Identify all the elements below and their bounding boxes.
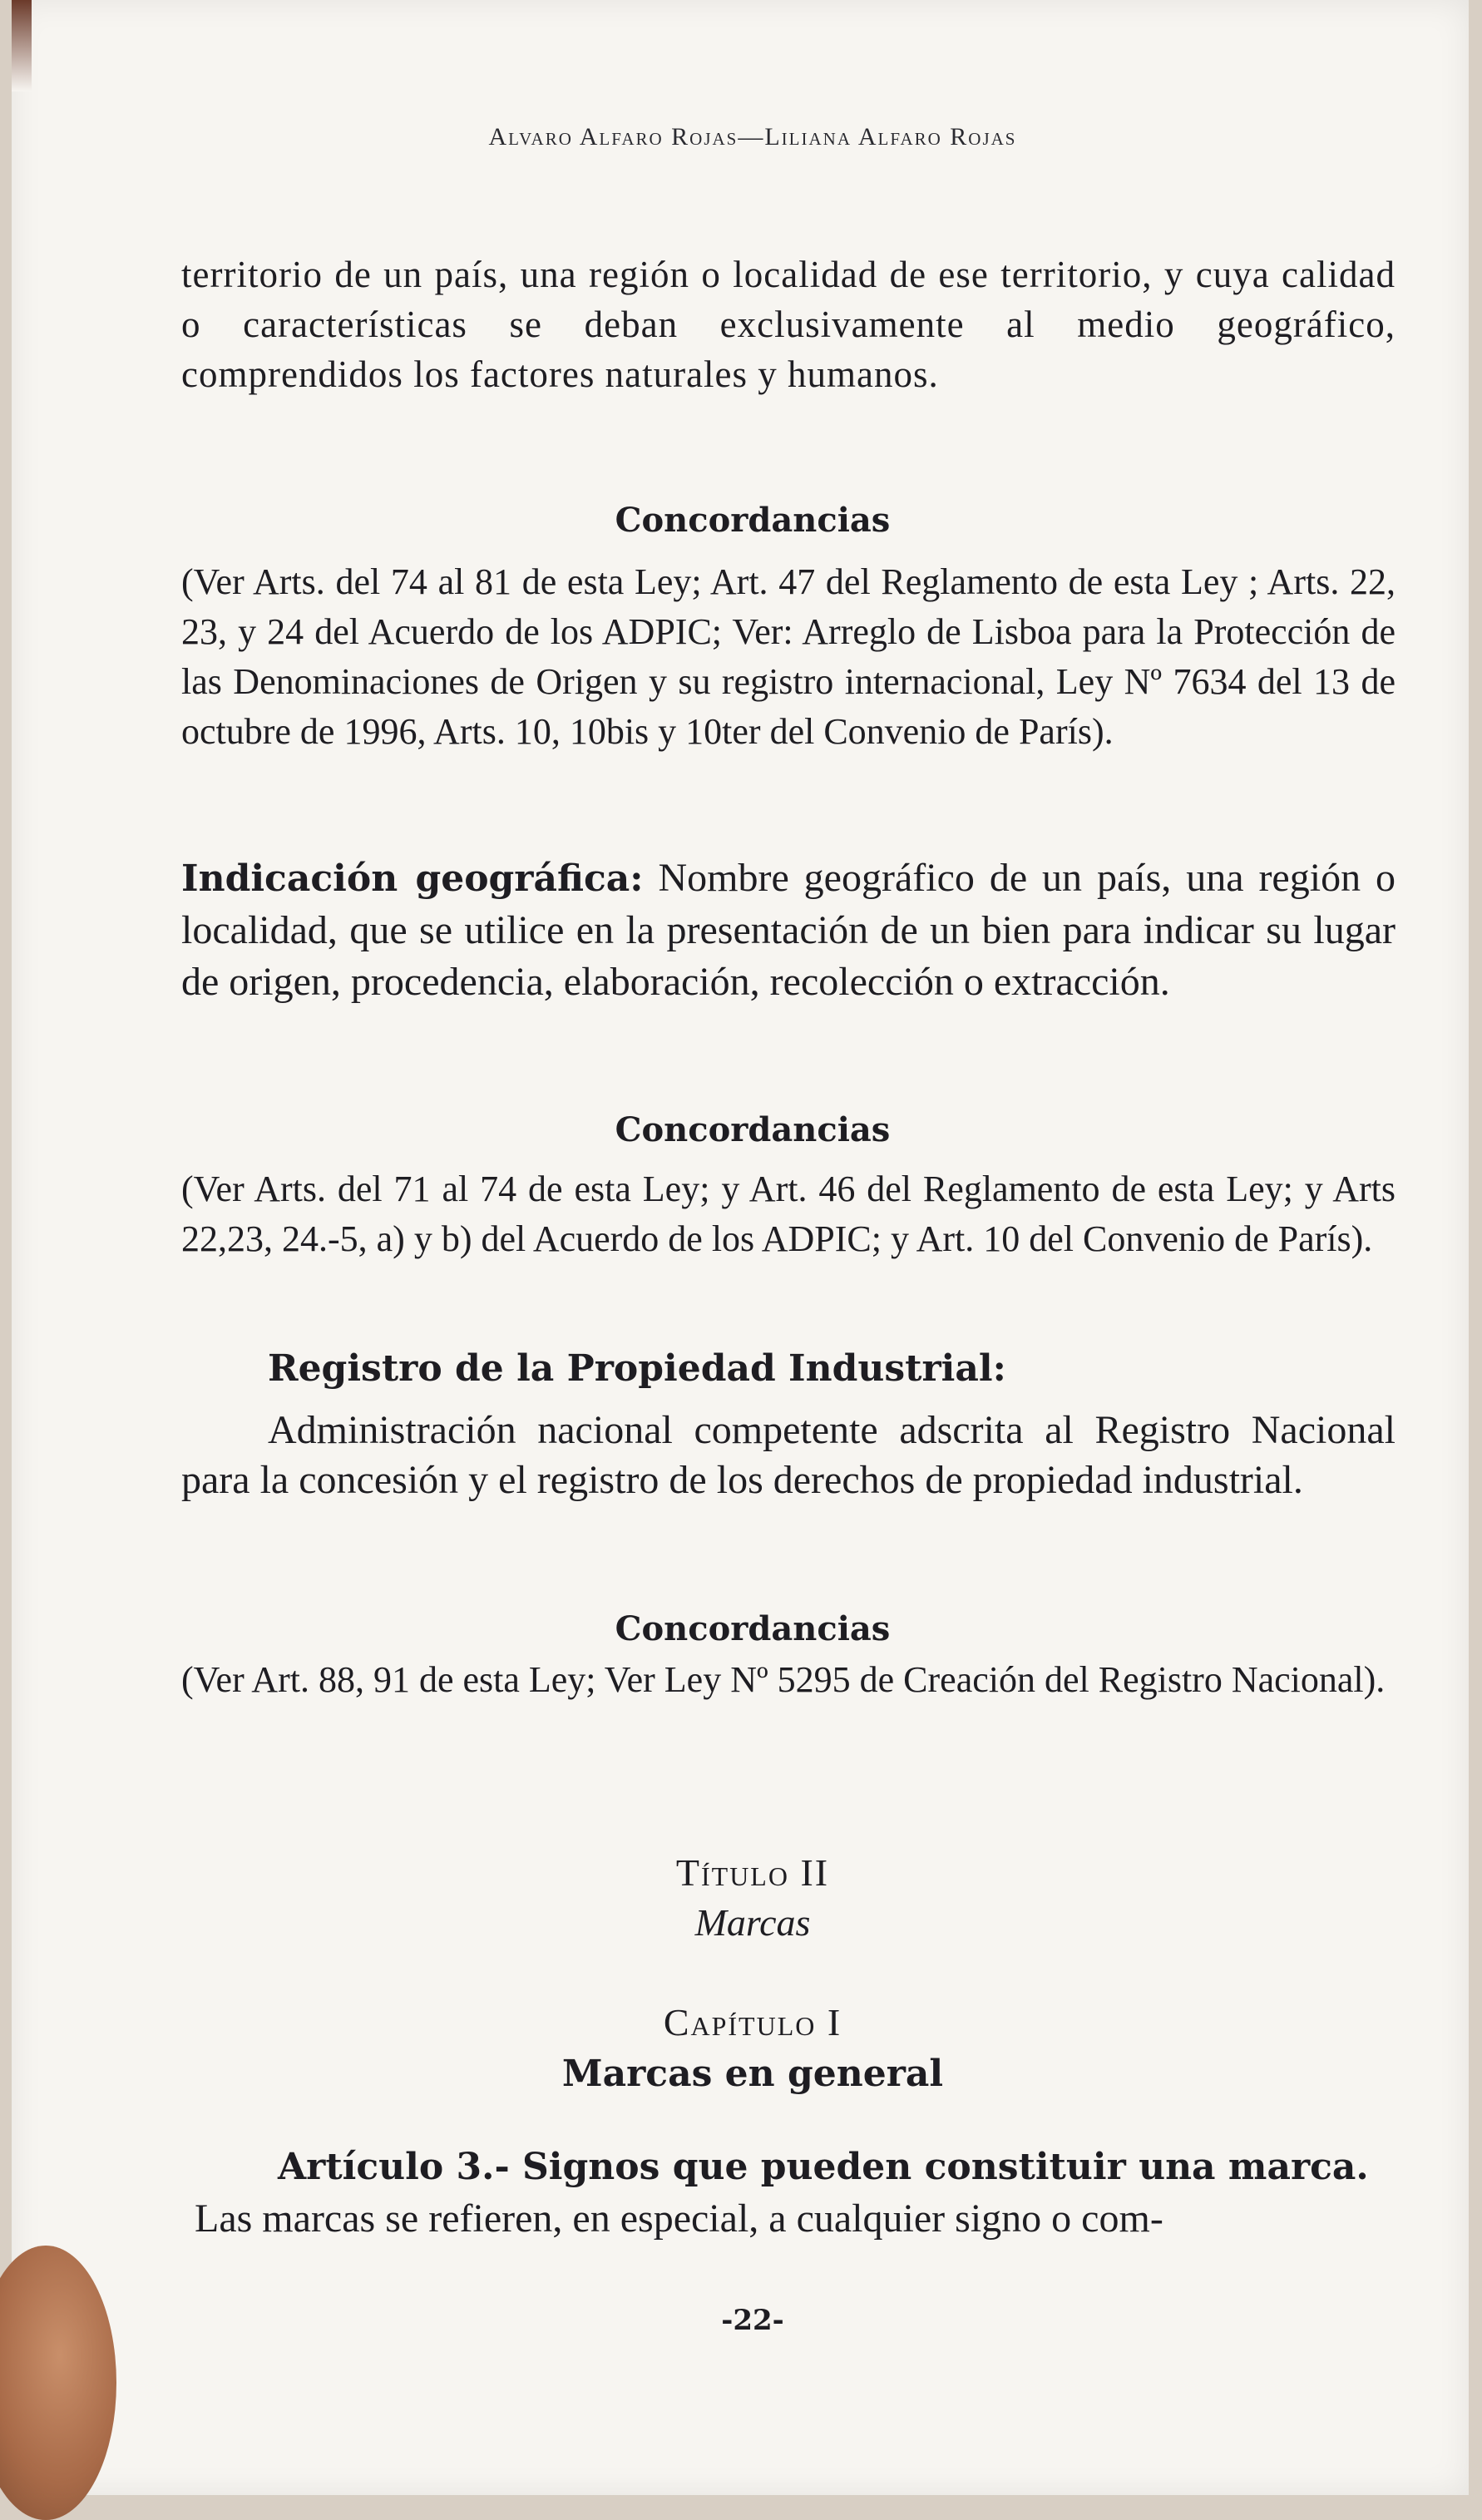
term-indicacion-geografica: Indicación geográfica: [181, 857, 644, 900]
concordancias-text-2: (Ver Arts. del 71 al 74 de esta Ley; y Art. 46 del Reglamento de esta Ley; y Arts 22,23, 24.-5, a) y b) del Acuerdo de los ADPIC; y Art. 10 del Convenio de París). [181, 1169, 1396, 1259]
definition-text-indicacion: Nombre geográfico de un país, una región o localidad, que se utilice en la presentación de un bien para indicar su lugar de origen, procedencia, elaboración, recolección o extracción. [181, 856, 1396, 1004]
concordancias-heading-3: Concordancias [615, 1609, 891, 1648]
definition-indicacion-geografica [181, 852, 1396, 1008]
titulo-heading: Título II [675, 1851, 830, 1894]
concordancias-text-3: (Ver Art. 88, 91 de esta Ley; Ver Ley Nº 5295 de Creación del Registro Nacional). [181, 1659, 1386, 1700]
concordancias-text-1: (Ver Arts. del 74 al 81 de esta Ley; Art. 47 del Reglamento de esta Ley ; Arts. 22, 23, y 24 del Acuerdo de los ADPIC; Ver: Arreglo de Lisboa para la Protección de las Denominaciones de Origen y su registro internacional, Ley Nº 7634 del 13 de octubre de 1996, Arts. 10, 10bis y 10ter del Convenio de París). [181, 561, 1396, 752]
capitulo-name: Marcas en general [561, 2053, 944, 2095]
concordancias-heading-1: Concordancias [615, 501, 891, 540]
concordancias-heading-2: Concordancias [615, 1110, 891, 1149]
capitulo-heading: Capítulo I [663, 2001, 842, 2043]
articulo-heading: Artículo 3.- Signos que pueden constituir una marca. [278, 2146, 1369, 2188]
articulo-text: Las marcas se refieren, en especial, a cualquier signo o com- [195, 2196, 1163, 2241]
page-number: -22- [721, 2304, 784, 2337]
titulo-name: Marcas [694, 1901, 811, 1944]
definition-text-registro: Administración nacional competente adscrita al Registro Nacional para la concesión y el registro de los derechos de propiedad industrial. [181, 1408, 1396, 1502]
book-page [12, 0, 1469, 2495]
articulo-3 [195, 2142, 1396, 2245]
intro-paragraph: territorio de un país, una región o localidad de ese territorio, y cuya calidad o características se deban exclusivamente al medio geográfico, comprendidos los factores naturales y humanos. [181, 254, 1396, 395]
term-registro-propiedad-industrial: Registro de la Propiedad Industrial: [268, 1347, 1006, 1390]
running-head: Alvaro Alfaro Rojas—Liliana Alfaro Rojas [488, 123, 1017, 151]
page-edge-shadow [12, 0, 32, 91]
